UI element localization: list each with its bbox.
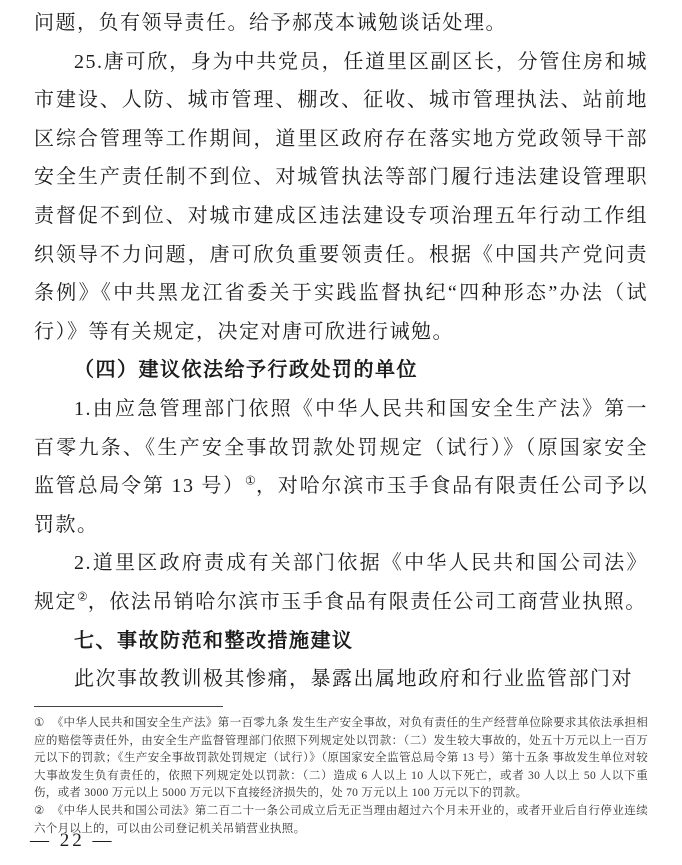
page-number: — 22 — [30, 830, 115, 851]
footnote-1 [34, 715, 648, 803]
penalty-1-text-before: 1.由应急管理部门依照《中华人民共和国安全生产法》第一百零九条、《生产安全事故罚款处罚规定（试行）》（原国家安全监管总局令第 13 号） [34, 397, 648, 498]
paragraph-closing: 此次事故教训极其惨痛，暴露出属地政府和行业监管部门对 [74, 668, 633, 691]
footnote-separator [34, 706, 223, 707]
paragraph-penalty-2 [34, 544, 648, 621]
paragraph-continuation: 问题，负有领导责任。给予郝茂本诫勉谈话处理。 [34, 12, 507, 34]
footnote-ref-2: ② [77, 589, 88, 604]
footnote-2-marker: ② [34, 804, 45, 817]
penalty-2-text-after: ，依法吊销哈尔滨市玉手食品有限责任公司工商营业执照。 [87, 590, 647, 613]
footnote-1-marker: ① [34, 717, 45, 729]
footnote-area [34, 706, 648, 838]
paragraph-penalty-1 [34, 390, 648, 544]
footnote-ref-1: ① [244, 473, 257, 488]
section-heading-4: （四）建议依法给予行政处罚的单位 [74, 359, 418, 382]
penalty-1-text-after: ，对哈尔滨市玉手食品有限责任公司予以罚款。 [34, 475, 649, 536]
penalty-2-text-before: 2.道里区政府责成有关部门依据《中华人民共和国公司法》规定 [34, 552, 648, 613]
footnote-2-text: 《中华人民共和国公司法》第二百二十一条公司成立后无正当理由超过六个月未开业的，或者开业后自行停业连续六个月以上的，可以由公司登记机关吊销营业执照。 [34, 804, 648, 835]
body-text [34, 4, 648, 699]
chapter-heading-7: 七、事故防范和整改措施建议 [74, 629, 354, 652]
footnote-2 [34, 803, 648, 838]
paragraph-item-25: 25.唐可欣，身为中共党员，任道里区副区长，分管住房和城市建设、人防、城市管理、棚改、征收、城市管理执法、站前地区综合管理等工作期间，道里区政府存在落实地方党政领导干部安全生产责任制不到位、对城管执法等部门履行违法建设管理职责督促不到位、对城市建成区违法建设专项治理五年行动工作组织领导不力问题，唐可欣负重要领责任。根据《中国共产党问责条例》《中共黑龙江省委关于实践监督执纪“四种形态”办法（试行）》等有关规定，决定对唐可欣进行诫勉。 [34, 50, 648, 343]
footnote-1-text: 《中华人民共和国安全生产法》第一百零九条 发生生产安全事故，对负有责任的生产经营单位除要求其依法承担相应的赔偿等责任外，由安全生产监督管理部门依照下列规定处以罚款：（二）发生较大事故的，处五十万元以上一百万元以下的罚款；《生产安全事故罚款处罚规定（试行）》（原国家安全监管总局令第 13 号）第十五条 事故发生单位对较大事故发生负有责任的，依照下列规定处以罚款：（二）造成 6 人以上 10 人以下死亡，或者 30 人以上 50 人以下重伤，或者 3000 万元以上 5000 万元以下直接经济损失的，处 70 万元以上 100 万元以下的罚款。 [34, 717, 648, 800]
